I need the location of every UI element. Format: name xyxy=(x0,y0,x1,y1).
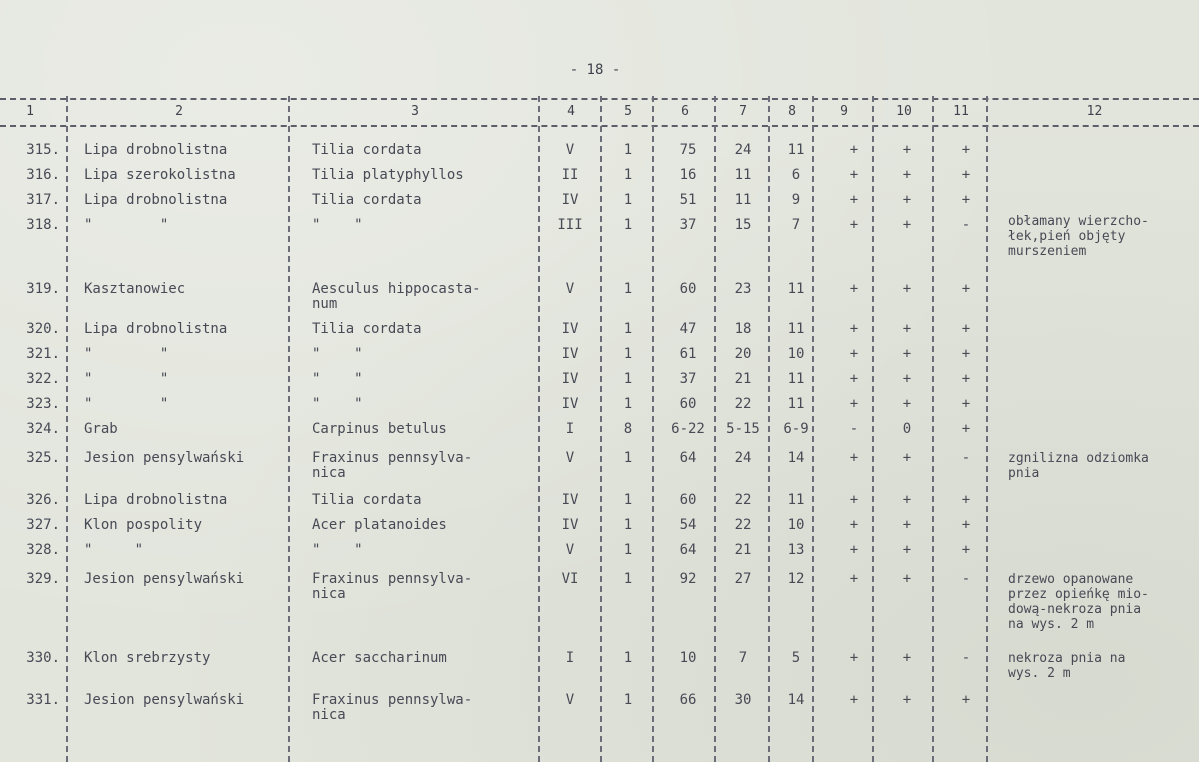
polish-name: Lipa drobnolistna xyxy=(84,321,228,337)
col-6-value: 66 xyxy=(679,692,697,708)
col-7-value: 11 xyxy=(734,167,752,183)
col-10-value: + xyxy=(902,192,912,208)
row-number: 315. xyxy=(26,142,60,158)
col-8-value: 7 xyxy=(791,217,801,233)
col-4-value: I xyxy=(565,421,575,437)
col-4-value: V xyxy=(565,542,575,558)
col-7-value: 27 xyxy=(734,571,752,587)
col-5-value: 1 xyxy=(623,142,633,158)
col-9-value: + xyxy=(849,217,859,233)
col-5-value: 1 xyxy=(623,167,633,183)
col-11-value: - xyxy=(961,571,971,587)
col-9-value: + xyxy=(849,192,859,208)
row-number: 317. xyxy=(26,192,60,208)
polish-name: Klon pospolity xyxy=(84,517,203,533)
col-11-value: + xyxy=(961,396,971,412)
col-6-value: 92 xyxy=(679,571,697,587)
col-10-value: + xyxy=(902,396,912,412)
latin-name: Tilia platyphyllos xyxy=(312,167,464,183)
polish-name: Jesion pensylwański xyxy=(84,692,245,708)
latin-name: Tilia cordata xyxy=(312,192,422,208)
col-11-value: + xyxy=(961,346,971,362)
column-divider xyxy=(288,96,290,762)
polish-name: Klon srebrzysty xyxy=(84,650,211,666)
col-9-value: + xyxy=(849,346,859,362)
col-7-value: 21 xyxy=(734,542,752,558)
col-11-value: + xyxy=(961,167,971,183)
latin-name: Tilia cordata xyxy=(312,321,422,337)
latin-name: Acer platanoides xyxy=(312,517,447,533)
col-5-value: 1 xyxy=(623,650,633,666)
col-10-value: + xyxy=(902,692,912,708)
col-10-value: + xyxy=(902,371,912,387)
latin-name: " " xyxy=(312,542,363,558)
col-6-value: 54 xyxy=(679,517,697,533)
col-11-value: + xyxy=(961,142,971,158)
col-5-value: 8 xyxy=(623,421,633,437)
column-header: 5 xyxy=(624,104,632,119)
col-6-value: 61 xyxy=(679,346,697,362)
row-number: 327. xyxy=(26,517,60,533)
col-10-value: + xyxy=(902,492,912,508)
col-4-value: IV xyxy=(561,371,579,387)
col-11-value: + xyxy=(961,321,971,337)
row-number: 329. xyxy=(26,571,60,587)
polish-name: Lipa drobnolistna xyxy=(84,492,228,508)
col-7-value: 30 xyxy=(734,692,752,708)
polish-name: Lipa szerokolistna xyxy=(84,167,236,183)
col-7-value: 18 xyxy=(734,321,752,337)
col-4-value: II xyxy=(561,167,579,183)
col-6-value: 47 xyxy=(679,321,697,337)
col-9-value: + xyxy=(849,492,859,508)
col-8-value: 14 xyxy=(787,692,805,708)
col-10-value: 0 xyxy=(902,421,912,437)
latin-name: Fraxinus pennsylwa- nica xyxy=(312,692,473,723)
col-4-value: IV xyxy=(561,396,579,412)
col-4-value: V xyxy=(565,450,575,466)
col-9-value: + xyxy=(849,396,859,412)
col-8-value: 11 xyxy=(787,321,805,337)
column-divider xyxy=(66,96,68,762)
latin-name: Carpinus betulus xyxy=(312,421,447,437)
col-7-value: 23 xyxy=(734,281,752,297)
latin-name: Acer saccharinum xyxy=(312,650,447,666)
row-number: 326. xyxy=(26,492,60,508)
page-number: - 18 - xyxy=(569,62,621,78)
col-5-value: 1 xyxy=(623,571,633,587)
col-8-value: 9 xyxy=(791,192,801,208)
polish-name: Jesion pensylwański xyxy=(84,571,245,587)
col-6-value: 51 xyxy=(679,192,697,208)
notes: drzewo opanowane przez opieńkę mio- dową-nekroza pnia na wys. 2 m xyxy=(1008,572,1149,632)
col-7-value: 21 xyxy=(734,371,752,387)
col-10-value: + xyxy=(902,321,912,337)
col-7-value: 24 xyxy=(734,450,752,466)
col-10-value: + xyxy=(902,542,912,558)
col-8-value: 11 xyxy=(787,371,805,387)
col-4-value: V xyxy=(565,692,575,708)
column-header: 9 xyxy=(840,104,848,119)
col-8-value: 6 xyxy=(791,167,801,183)
column-divider xyxy=(652,96,654,762)
col-8-value: 11 xyxy=(787,281,805,297)
col-10-value: + xyxy=(902,450,912,466)
notes: zgnilizna odziomka pnia xyxy=(1008,451,1149,481)
column-header: 7 xyxy=(739,104,747,119)
col-4-value: V xyxy=(565,142,575,158)
column-header: 3 xyxy=(411,104,419,119)
col-4-value: IV xyxy=(561,192,579,208)
latin-name: " " xyxy=(312,396,363,412)
row-number: 325. xyxy=(26,450,60,466)
col-11-value: + xyxy=(961,421,971,437)
col-6-value: 60 xyxy=(679,281,697,297)
col-9-value: + xyxy=(849,517,859,533)
latin-name: " " xyxy=(312,371,363,387)
column-header: 1 xyxy=(26,104,34,119)
col-10-value: + xyxy=(902,217,912,233)
polish-name: " " xyxy=(84,396,169,412)
column-header: 6 xyxy=(681,104,689,119)
column-header: 8 xyxy=(788,104,796,119)
latin-name: Fraxinus pennsylva- nica xyxy=(312,450,473,481)
col-9-value: + xyxy=(849,450,859,466)
col-6-value: 60 xyxy=(679,396,697,412)
col-4-value: IV xyxy=(561,321,579,337)
col-5-value: 1 xyxy=(623,542,633,558)
col-11-value: - xyxy=(961,450,971,466)
col-5-value: 1 xyxy=(623,450,633,466)
col-5-value: 1 xyxy=(623,492,633,508)
col-5-value: 1 xyxy=(623,346,633,362)
col-9-value: + xyxy=(849,542,859,558)
row-number: 324. xyxy=(26,421,60,437)
col-7-value: 24 xyxy=(734,142,752,158)
col-7-value: 22 xyxy=(734,396,752,412)
col-8-value: 14 xyxy=(787,450,805,466)
column-divider xyxy=(538,96,540,762)
col-8-value: 11 xyxy=(787,396,805,412)
latin-name: " " xyxy=(312,346,363,362)
col-4-value: IV xyxy=(561,517,579,533)
col-8-value: 6-9 xyxy=(783,421,809,437)
col-7-value: 20 xyxy=(734,346,752,362)
col-8-value: 13 xyxy=(787,542,805,558)
col-6-value: 75 xyxy=(679,142,697,158)
col-10-value: + xyxy=(902,281,912,297)
col-9-value: + xyxy=(849,692,859,708)
col-5-value: 1 xyxy=(623,217,633,233)
col-6-value: 37 xyxy=(679,217,697,233)
column-divider xyxy=(600,96,602,762)
latin-name: Fraxinus pennsylva- nica xyxy=(312,571,473,602)
col-6-value: 16 xyxy=(679,167,697,183)
column-header: 4 xyxy=(567,104,575,119)
col-10-value: + xyxy=(902,142,912,158)
col-8-value: 10 xyxy=(787,517,805,533)
col-6-value: 37 xyxy=(679,371,697,387)
polish-name: Kasztanowiec xyxy=(84,281,186,297)
col-5-value: 1 xyxy=(623,192,633,208)
col-6-value: 60 xyxy=(679,492,697,508)
col-7-value: 22 xyxy=(734,492,752,508)
row-number: 318. xyxy=(26,217,60,233)
col-10-value: + xyxy=(902,650,912,666)
col-4-value: V xyxy=(565,281,575,297)
col-9-value: + xyxy=(849,142,859,158)
col-7-value: 5-15 xyxy=(726,421,760,437)
col-11-value: + xyxy=(961,192,971,208)
col-6-value: 6-22 xyxy=(671,421,705,437)
col-5-value: 1 xyxy=(623,281,633,297)
latin-name: Tilia cordata xyxy=(312,492,422,508)
col-10-value: + xyxy=(902,167,912,183)
col-6-value: 64 xyxy=(679,542,697,558)
column-header: 10 xyxy=(896,104,912,119)
column-header: 12 xyxy=(1086,104,1103,119)
col-5-value: 1 xyxy=(623,371,633,387)
polish-name: Lipa drobnolistna xyxy=(84,192,228,208)
polish-name: " " xyxy=(84,346,169,362)
col-4-value: IV xyxy=(561,492,579,508)
row-number: 330. xyxy=(26,650,60,666)
row-number: 323. xyxy=(26,396,60,412)
col-4-value: III xyxy=(557,217,583,233)
col-11-value: + xyxy=(961,517,971,533)
col-5-value: 1 xyxy=(623,396,633,412)
col-11-value: + xyxy=(961,371,971,387)
col-5-value: 1 xyxy=(623,517,633,533)
latin-name: Aesculus hippocasta- num xyxy=(312,281,481,312)
polish-name: Lipa drobnolistna xyxy=(84,142,228,158)
row-number: 319. xyxy=(26,281,60,297)
latin-name: " " xyxy=(312,217,363,233)
col-5-value: 1 xyxy=(623,692,633,708)
row-number: 316. xyxy=(26,167,60,183)
col-10-value: + xyxy=(902,517,912,533)
col-9-value: + xyxy=(849,321,859,337)
col-6-value: 10 xyxy=(679,650,697,666)
col-8-value: 10 xyxy=(787,346,805,362)
col-7-value: 15 xyxy=(734,217,752,233)
col-6-value: 64 xyxy=(679,450,697,466)
col-9-value: + xyxy=(849,167,859,183)
col-9-value: - xyxy=(849,421,859,437)
polish-name: " " xyxy=(84,542,144,558)
col-11-value: + xyxy=(961,692,971,708)
col-7-value: 22 xyxy=(734,517,752,533)
polish-name: Jesion pensylwański xyxy=(84,450,245,466)
col-11-value: + xyxy=(961,542,971,558)
col-11-value: + xyxy=(961,281,971,297)
row-number: 328. xyxy=(26,542,60,558)
col-10-value: + xyxy=(902,346,912,362)
latin-name: Tilia cordata xyxy=(312,142,422,158)
row-number: 321. xyxy=(26,346,60,362)
col-8-value: 12 xyxy=(787,571,805,587)
notes: obłamany wierzcho- łek,pień objęty murszeniem xyxy=(1008,214,1149,259)
col-9-value: + xyxy=(849,650,859,666)
polish-name: " " xyxy=(84,217,169,233)
row-number: 331. xyxy=(26,692,60,708)
column-header: 11 xyxy=(953,104,969,119)
col-4-value: IV xyxy=(561,346,579,362)
notes: nekroza pnia na wys. 2 m xyxy=(1008,651,1126,681)
col-7-value: 11 xyxy=(734,192,752,208)
col-4-value: VI xyxy=(561,571,579,587)
col-9-value: + xyxy=(849,571,859,587)
col-11-value: + xyxy=(961,492,971,508)
col-11-value: - xyxy=(961,650,971,666)
col-9-value: + xyxy=(849,371,859,387)
col-7-value: 7 xyxy=(738,650,748,666)
row-number: 322. xyxy=(26,371,60,387)
col-8-value: 11 xyxy=(787,142,805,158)
col-10-value: + xyxy=(902,571,912,587)
col-9-value: + xyxy=(849,281,859,297)
polish-name: Grab xyxy=(84,421,118,437)
col-5-value: 1 xyxy=(623,321,633,337)
polish-name: " " xyxy=(84,371,169,387)
col-8-value: 5 xyxy=(791,650,801,666)
row-number: 320. xyxy=(26,321,60,337)
col-4-value: I xyxy=(565,650,575,666)
col-11-value: - xyxy=(961,217,971,233)
column-header: 2 xyxy=(175,104,183,119)
col-8-value: 11 xyxy=(787,492,805,508)
